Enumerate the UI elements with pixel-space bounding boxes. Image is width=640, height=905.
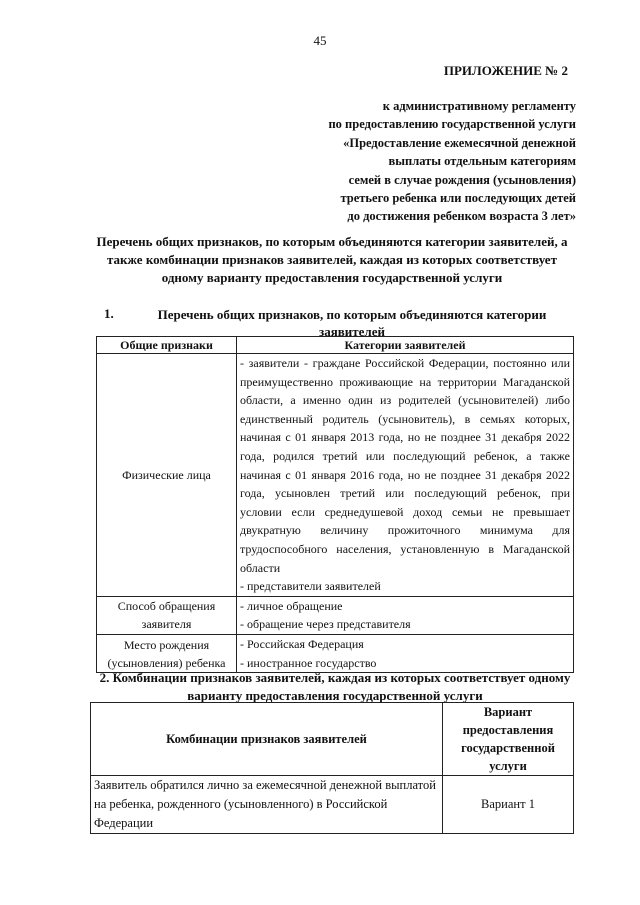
appendix-subtitle-line: до достижения ребенком возраста 3 лет»	[347, 209, 576, 224]
table-header-row	[91, 703, 574, 776]
page-number: 45	[313, 33, 327, 48]
category-item: - заявители - граждане Российской Федерации, постоянно или преимущественно проживающие на территории Магаданской области, а именно один из родителей (усыновителей) либо единственный родитель (усыновитель), в семьях которых, начиная с 01 января 2013 года, но не позднее 31 декабря 2022 года, родился третий или последующий ребенок, а также начиная с 01 января 2016 года, но не позднее 31 декабря 2022 года, усыновлен третий или последующий ребенок, при условии если среднедушевой доход семьи не превышает двукратную величину прожиточного минимума для трудоспособного населения, установленную в Магаданской области	[240, 356, 570, 575]
category-item: - обращение через представителя	[240, 617, 411, 632]
category-item: - иностранное государство	[240, 655, 377, 670]
appendix-subtitle-line: третьего ребенка или последующих детей	[340, 191, 576, 206]
column-header: Комбинации признаков заявителей	[91, 703, 443, 776]
category-item: - Российская Федерация	[240, 636, 364, 651]
combinations-table	[90, 702, 574, 834]
column-header: Категории заявителей	[237, 337, 574, 354]
applicant-categories-table	[96, 336, 574, 673]
sign-cell: Способ обращения заявителя	[97, 596, 237, 634]
appendix-title: ПРИЛОЖЕНИЕ № 2	[443, 63, 568, 78]
table-row	[97, 634, 574, 672]
combination-cell: Заявитель обратился лично за ежемесячной денежной выплатой на ребенка, рожденного (усыновленного) в Российской Федерации	[91, 776, 443, 834]
category-item: - представители заявителей	[240, 579, 381, 594]
column-header: Вариант предоставления государственной услуги	[443, 703, 574, 776]
section1-title: Перечень общих признаков, по которым объединяются категории заявителей	[157, 307, 547, 339]
appendix-subtitle-line: по предоставлению государственной услуги	[328, 117, 576, 132]
document-title: Перечень общих признаков, по которым объединяются категории заявителей, а также комбинации признаков заявителей, каждая из которых соответствует одному варианту предоставления государственной услуги	[96, 234, 568, 285]
section2-title: 2. Комбинации признаков заявителей, каждая из которых соответствует одному варианту предоставления государственной услуги	[99, 670, 571, 703]
sign-cell: Физические лица	[97, 354, 237, 597]
category-item: - личное обращение	[240, 598, 343, 613]
table-row	[97, 596, 574, 634]
categories-cell	[237, 596, 574, 634]
appendix-subtitle-line: выплаты отдельным категориям	[388, 154, 576, 169]
categories-cell	[237, 354, 574, 597]
appendix-subtitle-line: «Предоставление ежемесячной денежной	[343, 135, 576, 150]
appendix-subtitle-line: семей в случае рождения (усыновления)	[348, 172, 576, 187]
table-row	[91, 776, 574, 834]
sign-cell: Место рождения (усыновления) ребенка	[97, 634, 237, 672]
appendix-subtitle-line: к административному регламенту	[382, 99, 576, 113]
column-header: Общие признаки	[97, 337, 237, 354]
variant-cell: Вариант 1	[443, 776, 574, 834]
categories-cell	[237, 634, 574, 672]
section1-number: 1.	[104, 306, 114, 321]
table-header-row	[97, 337, 574, 354]
appendix-subtitle	[246, 97, 576, 226]
table-row	[97, 354, 574, 597]
